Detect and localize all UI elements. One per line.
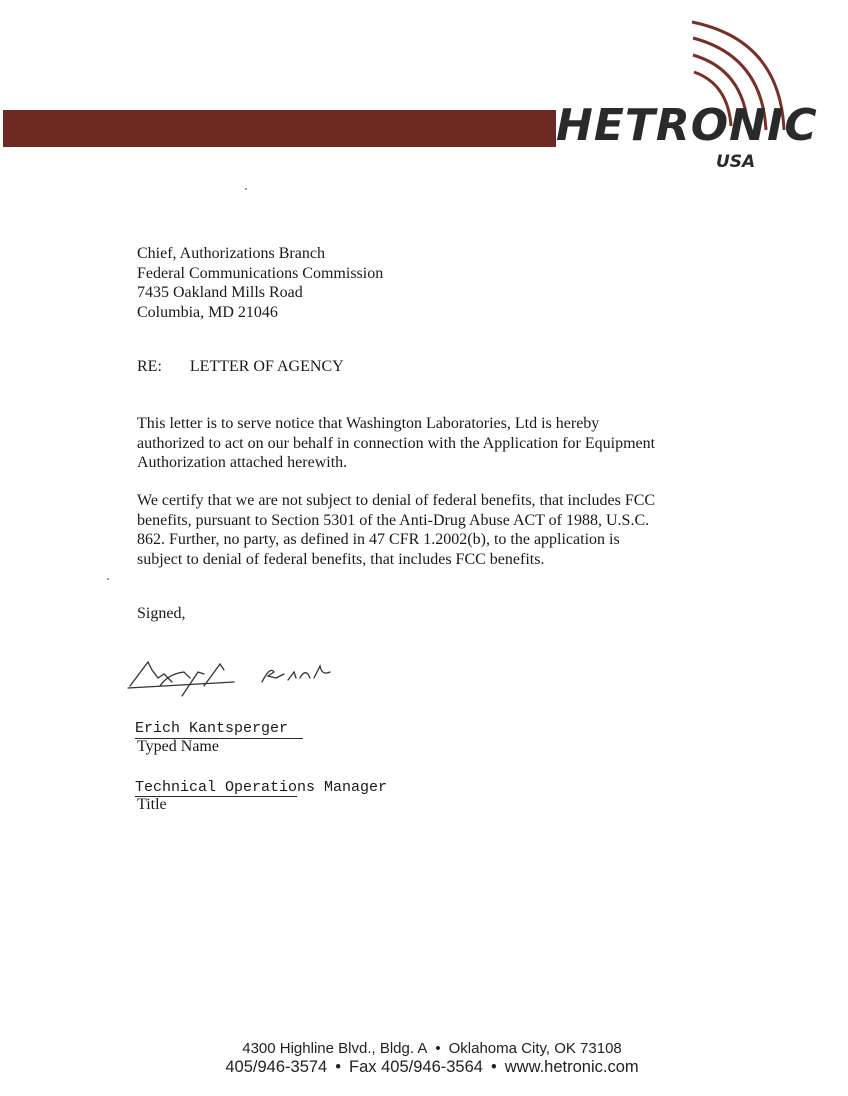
closing: Signed, — [137, 605, 186, 622]
body-paragraph-1 — [137, 414, 655, 473]
body-paragraph-2 — [137, 491, 655, 569]
paragraph-line: This letter is to serve notice that Washington Laboratories, Ltd is hereby — [137, 415, 600, 432]
logo-subtext: USA — [716, 152, 756, 172]
paragraph-line: subject to denial of federal benefits, that includes FCC benefits. — [137, 550, 545, 568]
typed-name-value: Erich Kantsperger — [135, 720, 289, 737]
footer-street: 4300 Highline Blvd., Bldg. A — [242, 1040, 428, 1057]
footer-phone: 405/946-3574 — [225, 1058, 328, 1076]
paragraph-line: Authorization attached herewith. — [137, 454, 348, 471]
address-line: Chief, Authorizations Branch — [137, 245, 325, 262]
address-line: Columbia, MD 21046 — [137, 303, 278, 321]
footer-website: www.hetronic.com — [504, 1058, 639, 1076]
re-label: RE: — [137, 358, 162, 375]
handwritten-signature — [124, 652, 344, 702]
hetronic-logo: HETRONIC — [556, 100, 818, 151]
typed-name-label: Typed Name — [137, 738, 219, 755]
scan-speck — [107, 578, 109, 580]
paragraph-line: benefits, pursuant to Section 5301 of the Anti-Drug Abuse ACT of 1988, U.S.C. — [137, 511, 650, 529]
footer-city: Oklahoma City, OK 73108 — [448, 1040, 622, 1057]
title-value: Technical Operations Manager — [135, 779, 388, 796]
paragraph-line: authorized to act on our behalf in connection with the Application for Equipment — [137, 434, 656, 452]
paragraph-line: We certify that we are not subject to denial of federal benefits, that includes FCC — [137, 492, 656, 509]
re-line — [137, 358, 344, 376]
footer-address-line — [8, 1040, 848, 1057]
footer-fax: Fax 405/946-3564 — [349, 1058, 483, 1076]
address-line: 7435 Oakland Mills Road — [137, 284, 303, 301]
address-line: Federal Communications Commission — [137, 264, 384, 282]
footer-separator: • — [335, 1058, 342, 1076]
title-label: Title — [137, 796, 167, 813]
recipient-address — [137, 244, 383, 322]
paragraph-line: 862. Further, no party, as defined in 47 CFR 1.2002(b), to the application is — [137, 531, 620, 548]
footer-separator: • — [435, 1040, 441, 1057]
footer-contact-line — [8, 1058, 848, 1077]
re-subject: LETTER OF AGENCY — [189, 358, 344, 375]
footer-separator: • — [490, 1058, 497, 1076]
scan-speck — [245, 188, 247, 190]
